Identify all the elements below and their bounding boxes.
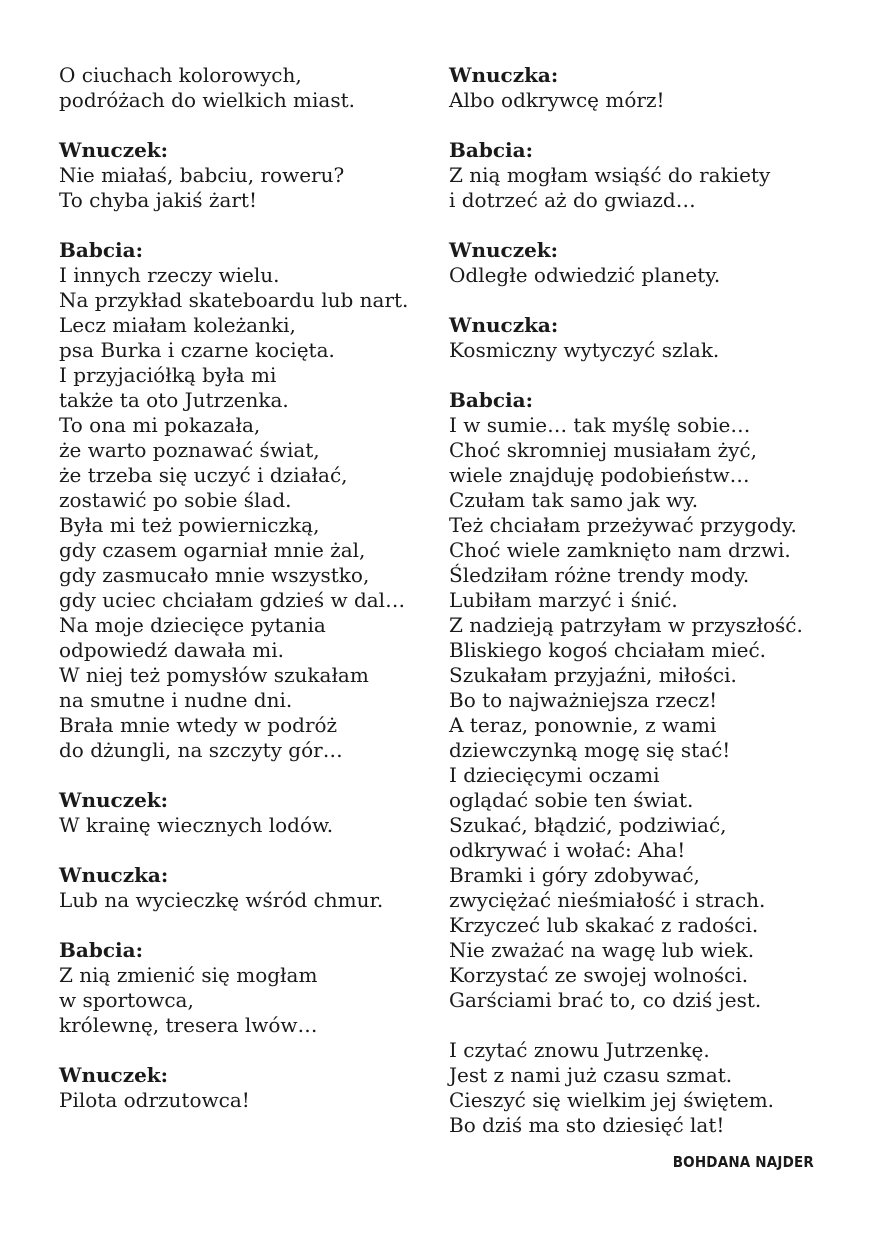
poem-line: i dotrzeć aż do gwiazd… xyxy=(449,188,696,212)
poem-line: Albo odkrywcę mórz! xyxy=(449,88,665,112)
poem-line: oglądać sobie ten świat. xyxy=(449,788,694,812)
poem-line: Na moje dziecięce pytania xyxy=(59,613,326,637)
poem-stanza xyxy=(59,63,439,113)
poem-line: Z nią mogłam wsiąść do rakiety xyxy=(449,163,771,187)
poem-stanza xyxy=(449,388,859,1013)
poem-line: także ta oto Jutrzenka. xyxy=(59,388,289,412)
poem-line: gdy uciec chciałam gdzieś w dal… xyxy=(59,588,406,612)
poem-line: To chyba jakiś żart! xyxy=(59,188,258,212)
poem-line: Śledziłam różne trendy mody. xyxy=(449,563,750,587)
poem-line: Czułam tak samo jak wy. xyxy=(449,488,699,512)
poem-line: I innych rzeczy wielu. xyxy=(59,263,280,287)
poem-line: Cieszyć się wielkim jej świętem. xyxy=(449,1088,775,1112)
poem-line: Nie miałaś, babciu, roweru? xyxy=(59,163,345,187)
poem-line: To ona mi pokazała, xyxy=(59,413,261,437)
poem-line: O ciuchach kolorowych, xyxy=(59,63,302,87)
speaker-label: Wnuczka: xyxy=(449,63,559,87)
poem-line: Bliskiego kogoś chciałam mieć. xyxy=(449,638,767,662)
poem-line: Też chciałam przeżywać przygody. xyxy=(449,513,797,537)
speaker-label: Wnuczek: xyxy=(59,788,169,812)
poem-line: Szukać, błądzić, podziwiać, xyxy=(449,813,727,837)
poem-line: Bo to najważniejsza rzecz! xyxy=(449,688,718,712)
poem-line: do dżungli, na szczyty gór… xyxy=(59,738,343,762)
poem-line: I dziecięcymi oczami xyxy=(449,763,660,787)
poem-stanza xyxy=(59,138,439,213)
poem-line: W krainę wiecznych lodów. xyxy=(59,813,334,837)
poem-stanza xyxy=(59,788,439,838)
poem-line: Choć skromniej musiałam żyć, xyxy=(449,438,757,462)
poem-line: Bo dziś ma sto dziesięć lat! xyxy=(449,1113,725,1137)
poem-line: Nie zważać na wagę lub wiek. xyxy=(449,938,755,962)
speaker-label: Wnuczek: xyxy=(59,1063,169,1087)
poem-line: Szukałam przyjaźni, miłości. xyxy=(449,663,737,687)
poem-line: Garściami brać to, co dziś jest. xyxy=(449,988,762,1012)
poem-line: I czytać znowu Jutrzenkę. xyxy=(449,1038,710,1062)
poem-line: Jest z nami już czasu szmat. xyxy=(449,1063,733,1087)
poem-line: dziewczynką mogę się stać! xyxy=(449,738,731,762)
speaker-label: Babcia: xyxy=(59,238,143,262)
poem-line: że trzeba się uczyć i działać, xyxy=(59,463,348,487)
poem-right-column xyxy=(449,63,859,1163)
poem-line: Z nią zmienić się mogłam xyxy=(59,963,318,987)
poem-line: wiele znajduję podobieństw… xyxy=(449,463,750,487)
poem-line: na smutne i nudne dni. xyxy=(59,688,293,712)
poem-line: Lecz miałam koleżanki, xyxy=(59,313,296,337)
poem-line: gdy zasmucało mnie wszystko, xyxy=(59,563,370,587)
poem-line: Krzyczeć lub skakać z radości. xyxy=(449,913,759,937)
poem-line: Lubiłam marzyć i śnić. xyxy=(449,588,678,612)
poem-stanza xyxy=(449,1038,859,1138)
poem-line: W niej też pomysłów szukałam xyxy=(59,663,369,687)
speaker-label: Babcia: xyxy=(449,138,533,162)
poem-line: że warto poznawać świat, xyxy=(59,438,320,462)
poem-stanza xyxy=(449,313,859,363)
poem-line: Na przykład skateboardu lub nart. xyxy=(59,288,409,312)
poem-stanza xyxy=(449,138,859,213)
poem-stanza xyxy=(449,63,859,113)
poem-stanza xyxy=(59,863,439,913)
poem-line: podróżach do wielkich miast. xyxy=(59,88,355,112)
poem-stanza xyxy=(59,238,439,763)
speaker-label: Wnuczka: xyxy=(59,863,169,887)
poem-stanza xyxy=(59,1063,439,1113)
poem-line: odkrywać i wołać: Aha! xyxy=(449,838,686,862)
speaker-label: Babcia: xyxy=(449,388,533,412)
speaker-label: Wnuczek: xyxy=(449,238,559,262)
poem-line: Pilota odrzutowca! xyxy=(59,1088,250,1112)
poem-line: I przyjaciółką była mi xyxy=(59,363,277,387)
poem-stanza xyxy=(449,238,859,288)
poem-line: w sportowca, xyxy=(59,988,194,1012)
speaker-label: Wnuczek: xyxy=(59,138,169,162)
author-signature: BOHDANA NAJDER xyxy=(672,1153,814,1171)
poem-stanza xyxy=(59,938,439,1038)
poem-line: królewnę, tresera lwów… xyxy=(59,1013,318,1037)
poem-line: Bramki i góry zdobywać, xyxy=(449,863,700,887)
poem-line: Korzystać ze swojej wolności. xyxy=(449,963,749,987)
poem-line: psa Burka i czarne kocięta. xyxy=(59,338,335,362)
poem-line: zwyciężać nieśmiałość i strach. xyxy=(449,888,766,912)
poem-line: A teraz, ponownie, z wami xyxy=(449,713,717,737)
poem-line: Z nadzieją patrzyłam w przyszłość. xyxy=(449,613,803,637)
speaker-label: Babcia: xyxy=(59,938,143,962)
poem-line: Odległe odwiedzić planety. xyxy=(449,263,721,287)
poem-line: Lub na wycieczkę wśród chmur. xyxy=(59,888,384,912)
poem-line: gdy czasem ogarniał mnie żal, xyxy=(59,538,366,562)
poem-line: odpowiedź dawała mi. xyxy=(59,638,284,662)
poem-left-column xyxy=(59,63,439,1138)
poem-line: Była mi też powierniczką, xyxy=(59,513,320,537)
poem-line: Brała mnie wtedy w podróż xyxy=(59,713,338,737)
poem-line: Kosmiczny wytyczyć szlak. xyxy=(449,338,720,362)
poem-line: Choć wiele zamknięto nam drzwi. xyxy=(449,538,791,562)
speaker-label: Wnuczka: xyxy=(449,313,559,337)
poem-line: zostawić po sobie ślad. xyxy=(59,488,292,512)
poem-line: I w sumie… tak myślę sobie… xyxy=(449,413,751,437)
